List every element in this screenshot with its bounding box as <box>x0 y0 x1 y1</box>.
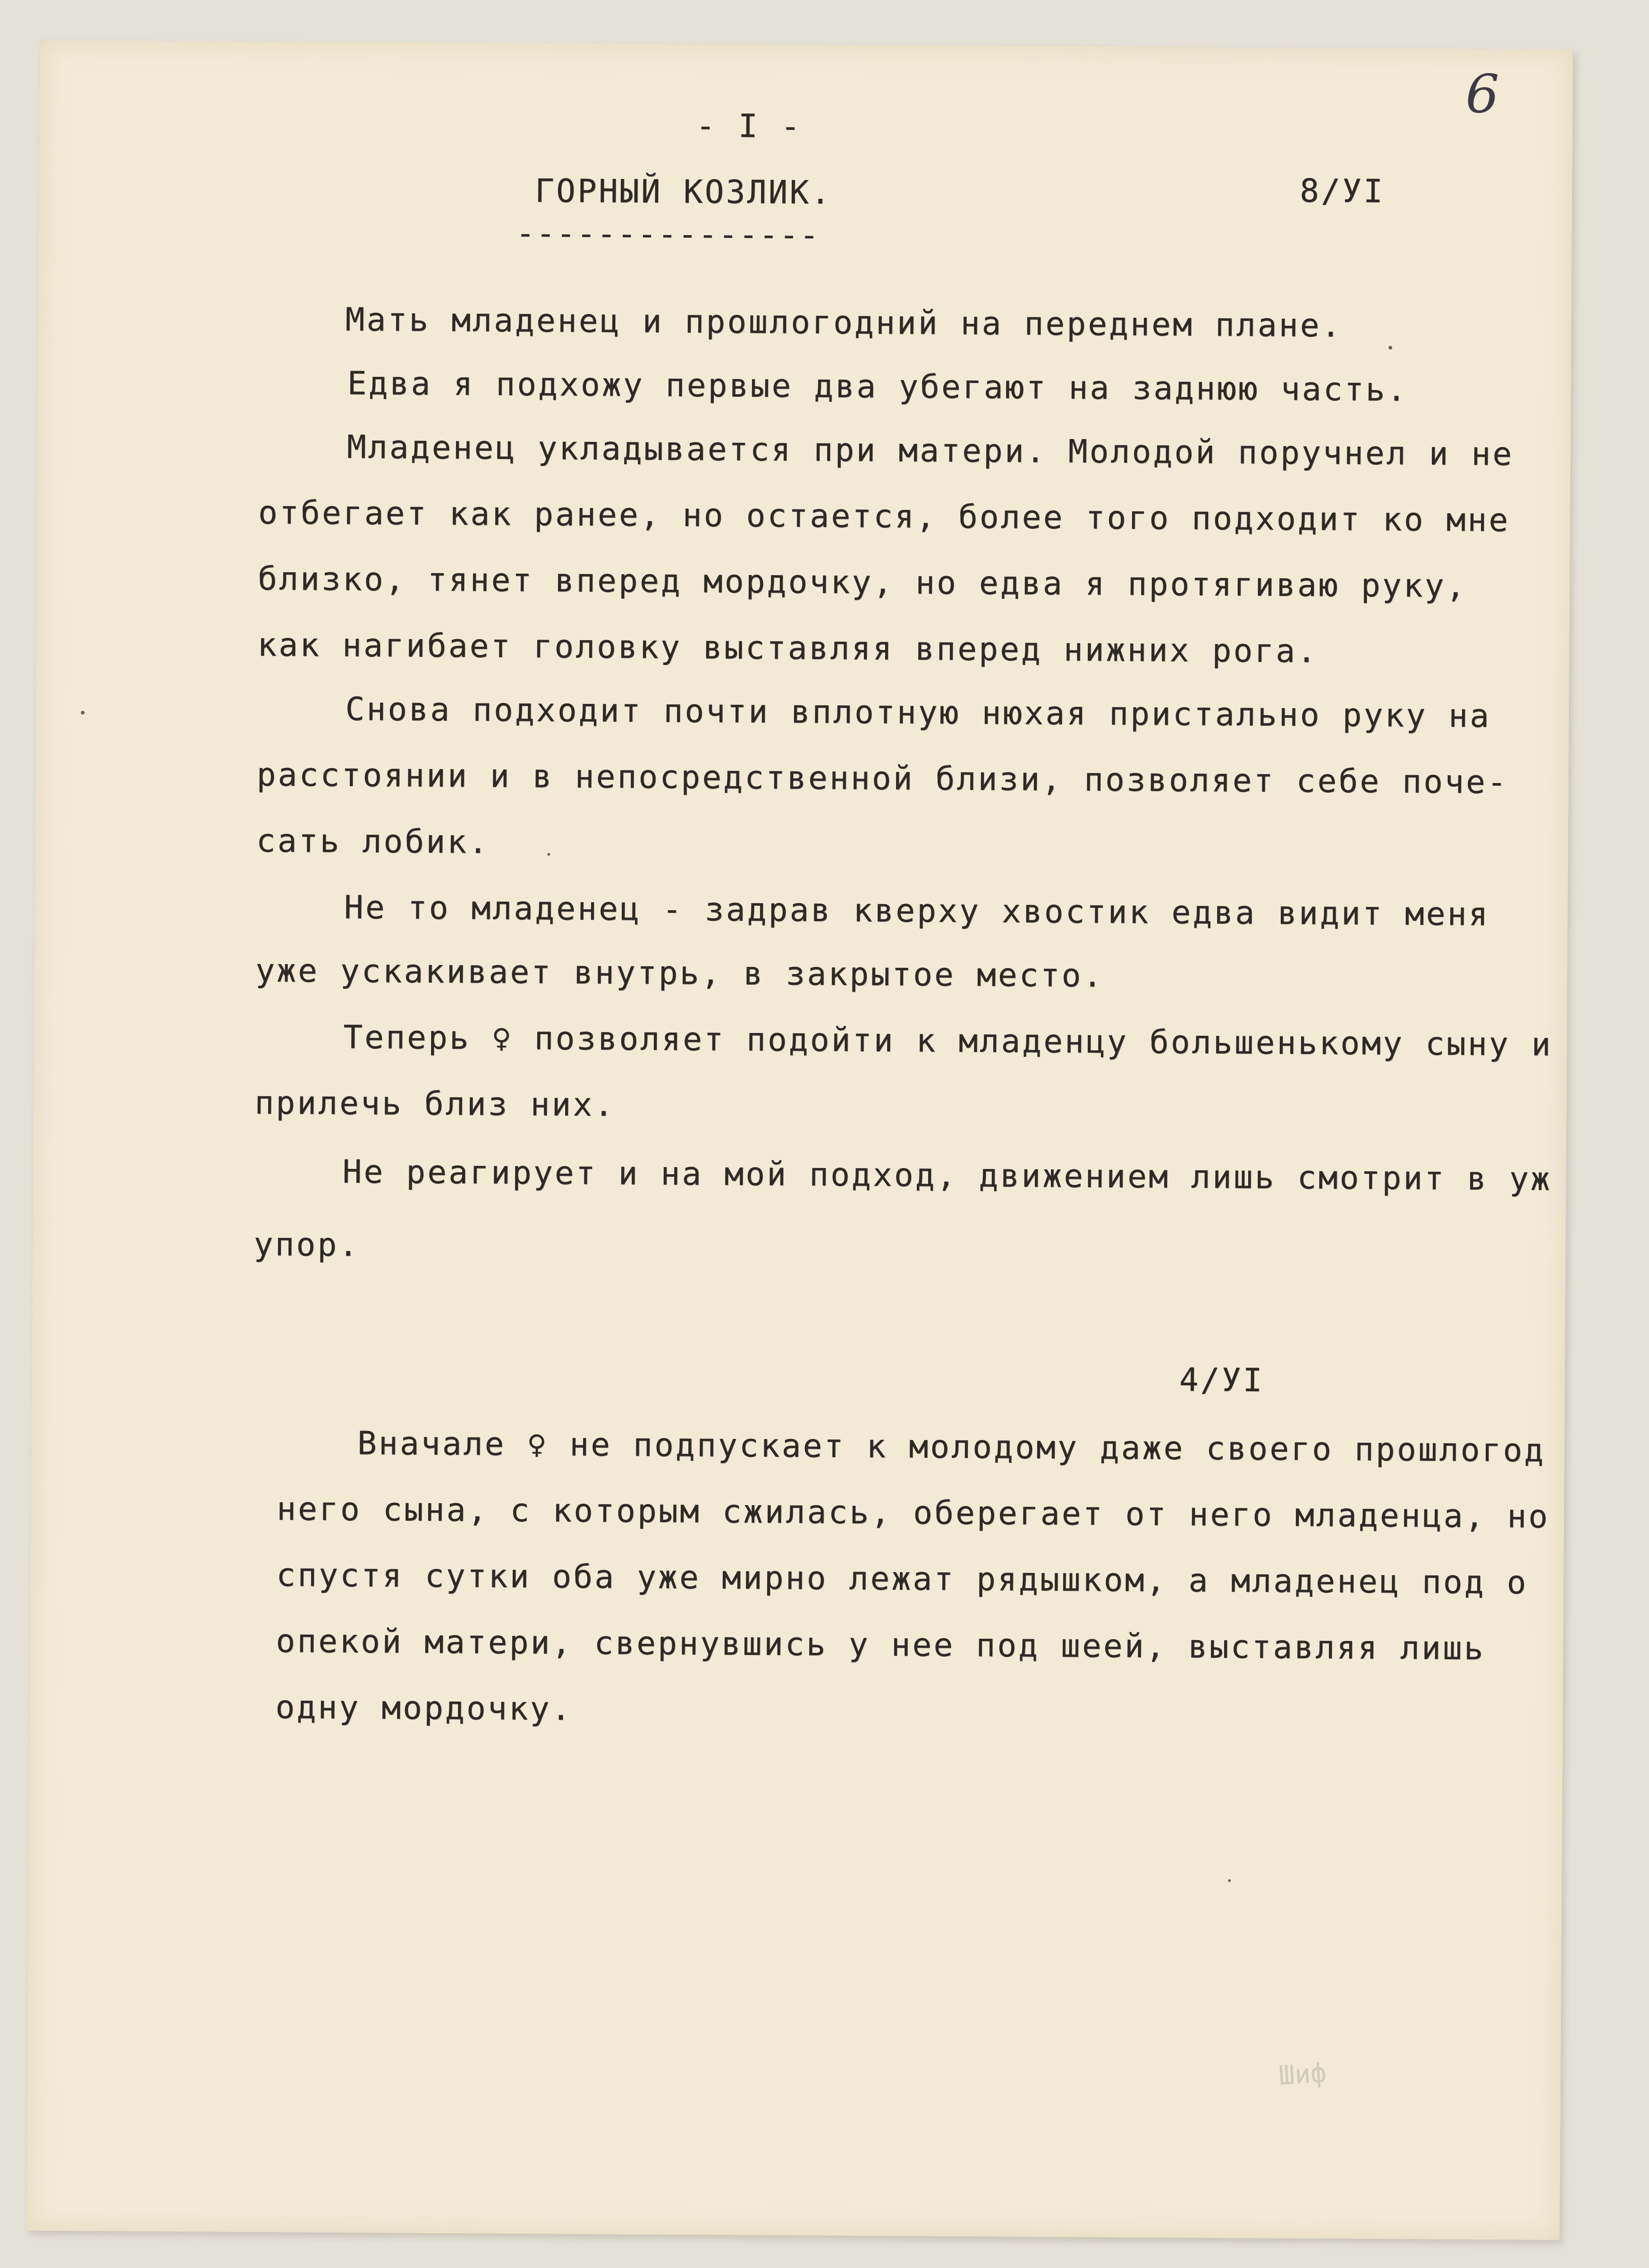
text-line: уже ускакивает внутрь, в закрытое место. <box>255 952 1104 995</box>
document-title: ГОРНЫЙ КОЗЛИК. <box>534 172 832 212</box>
folio-number: 6 <box>1465 63 1500 125</box>
text-line: отбегает как ранее, но остается, более того подходит ко мне <box>258 494 1510 540</box>
title-underline: --------------- <box>516 215 820 254</box>
entry-date: 8/УI <box>1299 172 1385 211</box>
text-line: Младенец укладывается при матери. Молодой поручнел и не <box>347 428 1514 474</box>
text-line: близко, тянет вперед мордочку, но едва я протягиваю руку, <box>257 560 1467 605</box>
text-line: опекой матери, свернувшись у нее под шеей, выставляя лишь <box>276 1623 1486 1667</box>
entry-date: 4/УI <box>1179 1361 1264 1399</box>
ink-speck <box>547 853 550 856</box>
text-line: сать лобик. <box>256 822 490 861</box>
text-line: Не то младенец - задрав кверху хвостик едва видит меня <box>344 889 1490 933</box>
ink-speck <box>1388 346 1392 349</box>
text-line: него сына, с которым сжилась, оберегает от него младенца, но <box>276 1490 1550 1536</box>
ink-speck <box>81 711 85 715</box>
text-line: Мать младенец и прошлогодний на переднем плане. <box>345 301 1343 345</box>
faded-stamp-mark: Шиф <box>1277 2057 1328 2091</box>
text-line: Не реагирует и на мой подход, движением лишь смотрит в уж <box>342 1153 1552 1198</box>
text-line: расстоянии и в непосредственной близи, позволяет себе поче- <box>256 756 1509 802</box>
typewritten-page <box>27 40 1573 2240</box>
text-line: спустя сутки оба уже мирно лежат рядышком, а младенец под о <box>276 1557 1528 1602</box>
text-line: Вначале ♀ не подпускает к молодому даже своего прошлогод <box>357 1425 1546 1470</box>
ink-speck <box>1228 1879 1231 1882</box>
text-line: Снова подходит почти вплотную нюхая пристально руку на <box>345 690 1491 735</box>
text-line: Едва я подхожу первые два убегают на заднюю часть. <box>347 364 1408 409</box>
page-marker: - I - <box>695 107 802 145</box>
text-line: упор. <box>254 1226 360 1264</box>
text-line: Теперь ♀ позволяет подойти к младенцу большенькому сыну и <box>343 1018 1553 1064</box>
text-line: прилечь близ них. <box>254 1084 616 1124</box>
text-line: как нагибает головку выставляя вперед нижних рога. <box>257 626 1319 670</box>
text-line: одну мордочку. <box>275 1689 573 1728</box>
